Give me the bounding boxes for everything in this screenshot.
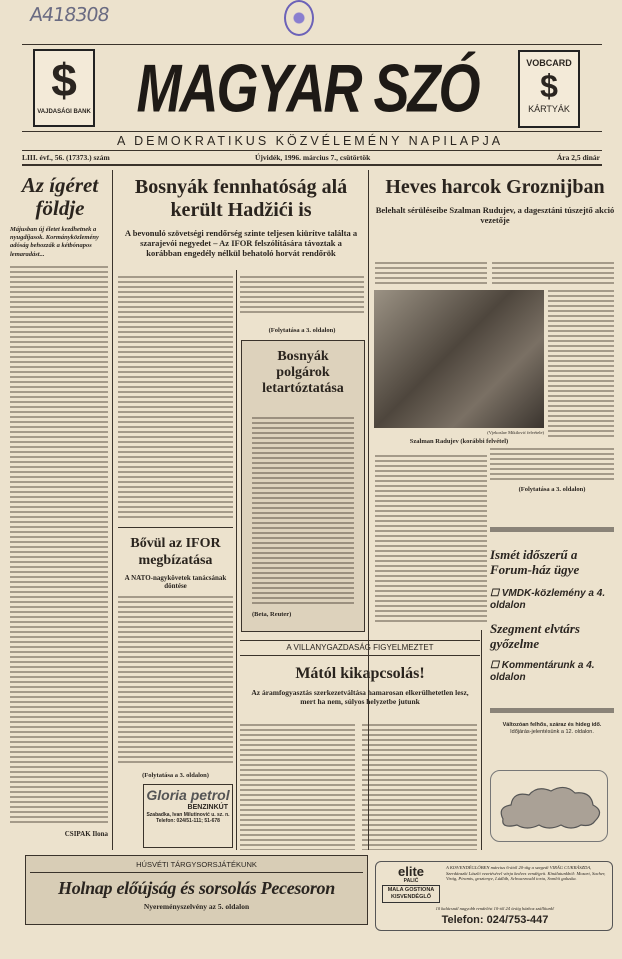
cloud-icon	[491, 771, 609, 843]
grozny-continued: (Folytatása a 3. oldalon)	[518, 486, 586, 493]
divider	[22, 44, 602, 45]
body-text-lines	[118, 596, 233, 766]
weather-panel	[490, 770, 608, 842]
issue-date: Újvidék, 1996. március 7., csütörtök	[255, 153, 371, 162]
gloria-phone: Telefon: 024/51-111; 51-678	[156, 818, 220, 824]
grozny-title: Heves harcok Groznijban	[385, 176, 605, 198]
body-text-lines	[118, 276, 233, 521]
divider	[240, 640, 480, 641]
ifor-article	[118, 536, 233, 590]
body-text-lines	[362, 724, 477, 850]
divider	[22, 131, 602, 132]
library-stamp	[284, 0, 314, 36]
archive-mark: A418308	[28, 4, 111, 26]
divider	[22, 164, 602, 166]
logo-bottom: KÁRTYÁK	[528, 104, 570, 114]
gloria-petrol-ad[interactable]	[143, 784, 233, 848]
price: Ára 2,5 dinár	[556, 153, 600, 162]
body-text-lines	[240, 276, 364, 316]
ifor-title: Bővül az IFOR megbízatása	[130, 536, 221, 568]
ifor-continued: (Folytatása a 3. oldalon)	[142, 772, 209, 779]
body-text-lines	[375, 455, 487, 623]
bosnia-continued: (Folytatása a 3. oldalon)	[268, 327, 336, 334]
masthead-title: MAGYAR SZÓ	[136, 51, 479, 127]
box-title: Bosnyák polgárok letartóztatása	[262, 349, 344, 397]
divider	[22, 150, 602, 151]
ifor-deck: A NATO-nagykövetek tanácsának döntése	[124, 573, 227, 590]
photo-credit: (Vjekoslav Mikilović felvétele)	[487, 430, 544, 435]
photo-caption: Szalman Radujev (korábbi felvétel)	[409, 438, 509, 445]
grozny-article	[372, 176, 618, 225]
logo-top: VOBCARD	[526, 58, 572, 68]
editorial-article	[10, 174, 110, 259]
sidebar-item-forum[interactable]: Ismét időszerű a Forum-ház ügye	[490, 547, 580, 577]
grozny-deck: Belehalt sérüléseibe Szalman Rudujev, a dagesztáni túszejtő akció vezetője	[375, 205, 615, 226]
easter-banner[interactable]	[25, 855, 368, 925]
vajdasagi-bank-logo: $ VAJDASÁGI BANK	[33, 49, 95, 127]
body-text-lines	[548, 290, 614, 440]
sidebar-item-szegment[interactable]: Szegment elvtárs győzelme	[490, 620, 580, 651]
body-text-lines	[375, 262, 487, 286]
editorial-author: CSIPAK Ilona	[64, 830, 108, 838]
easter-sub: Nyereményszelvény az 5. oldalon	[143, 902, 250, 911]
photo-radujev	[374, 290, 544, 428]
issue-number: LIII. évf., 56. (17373.) szám	[22, 153, 110, 162]
elite-logo	[382, 866, 440, 903]
body-text-lines	[10, 266, 108, 826]
editorial-lead: Májusban új életet kezdhetnek a nyugdíjasok. Kormányközlemény adóság behozzák a kétbónapos lemaradást...	[10, 226, 99, 258]
elite-text: A KISVENDÉGLŐBEN március 6-ától 20-áig a szegedi VIRÁG CUKRÁSZDA, Szerdánszki László vezetésével várja kedves vendégeit. Kínálatunkból: Mozart, Sacher, Virág, Piramis, gesztenye, Lúdláb, Schwarzwald torta, Somlói galuska.	[446, 865, 606, 882]
logo-label: VAJDASÁGI BANK	[37, 109, 91, 115]
body-text-lines	[252, 417, 354, 607]
divider	[236, 270, 237, 850]
body-text-lines	[240, 724, 355, 850]
vobcard-logo: VOBCARD $ KÁRTYÁK	[518, 50, 580, 128]
index-sidebar	[490, 548, 615, 684]
bosnia-title: Bosnyák fennhatóság alá került Hadžići is	[134, 176, 348, 221]
weather-summary: Változóan felhős, száraz és hideg idő.	[502, 722, 602, 728]
elite-brand: elite	[397, 864, 424, 879]
easter-title: Holnap előújság és sorsolás Pecesoron	[58, 878, 335, 898]
elite-name: MALA GOSTIONA KISVENDÉGLŐ	[382, 885, 440, 903]
komment-label: Kommentárunk a 4. oldalon	[490, 659, 595, 683]
power-title: Mától kikapcsolás!	[295, 665, 425, 682]
weather-ref: Időjárás-jelentésünk a 12. oldalon.	[510, 729, 594, 735]
box-source: (Beta, Reuter)	[252, 611, 292, 618]
weather-box	[492, 722, 612, 736]
sidebar-item-vmdk[interactable]: ☐ VMDK-közlemény a 4. oldalon	[490, 587, 606, 611]
gloria-address: Szabadka, Ivan Milutinović u. sz. n.	[146, 812, 230, 818]
vmdk-label: VMDK-közlemény a 4. oldalon	[490, 587, 606, 611]
power-kicker: A VILLANYGAZDASÁG FIGYELMEZTET	[286, 643, 434, 652]
body-text-lines	[492, 262, 614, 286]
easter-kicker: HÚSVÉTI TÁRGYSORSJÁTÉKUNK	[136, 860, 257, 869]
gloria-brand: Gloria petrol	[146, 787, 230, 803]
divider	[240, 655, 480, 656]
power-deck: Az áramfogyasztás szerkezetváltása hamarosan elkerülhetetlen lesz, mert ha nem, súlyos helyzetbe jutunk	[251, 688, 469, 706]
editorial-title: Az ígéret földje	[21, 173, 99, 221]
divider	[481, 630, 482, 850]
bosnia-deck: A bevonuló szövetségi rendőrség szinte teljesen kiürítve találta a szarajevói negyedet – Az IFOR felszólítására távoztak a korábban engedély nélkül behatoló horvát rendőrök	[124, 228, 358, 259]
gloria-type: BENZINKÚT	[187, 804, 228, 811]
elite-note: 10 kalácsnál nagyobb rendelést 10-től 24 óráig házhoz szállítunk!	[435, 906, 555, 911]
sidebar-item-komment[interactable]: ☐ Kommentárunk a 4. oldalon	[490, 659, 595, 683]
bosnia-box	[241, 340, 365, 632]
divider	[112, 170, 113, 850]
tagline: A DEMOKRATIKUS KÖZVÉLEMÉNY NAPILAPJA	[116, 134, 504, 148]
bosnia-article	[118, 176, 364, 259]
divider	[118, 527, 233, 528]
elite-place: PALIĆ	[403, 878, 419, 884]
body-text-lines	[490, 448, 614, 480]
elite-ad[interactable]	[375, 861, 613, 931]
elite-phone: Telefon: 024/753-447	[441, 914, 549, 926]
